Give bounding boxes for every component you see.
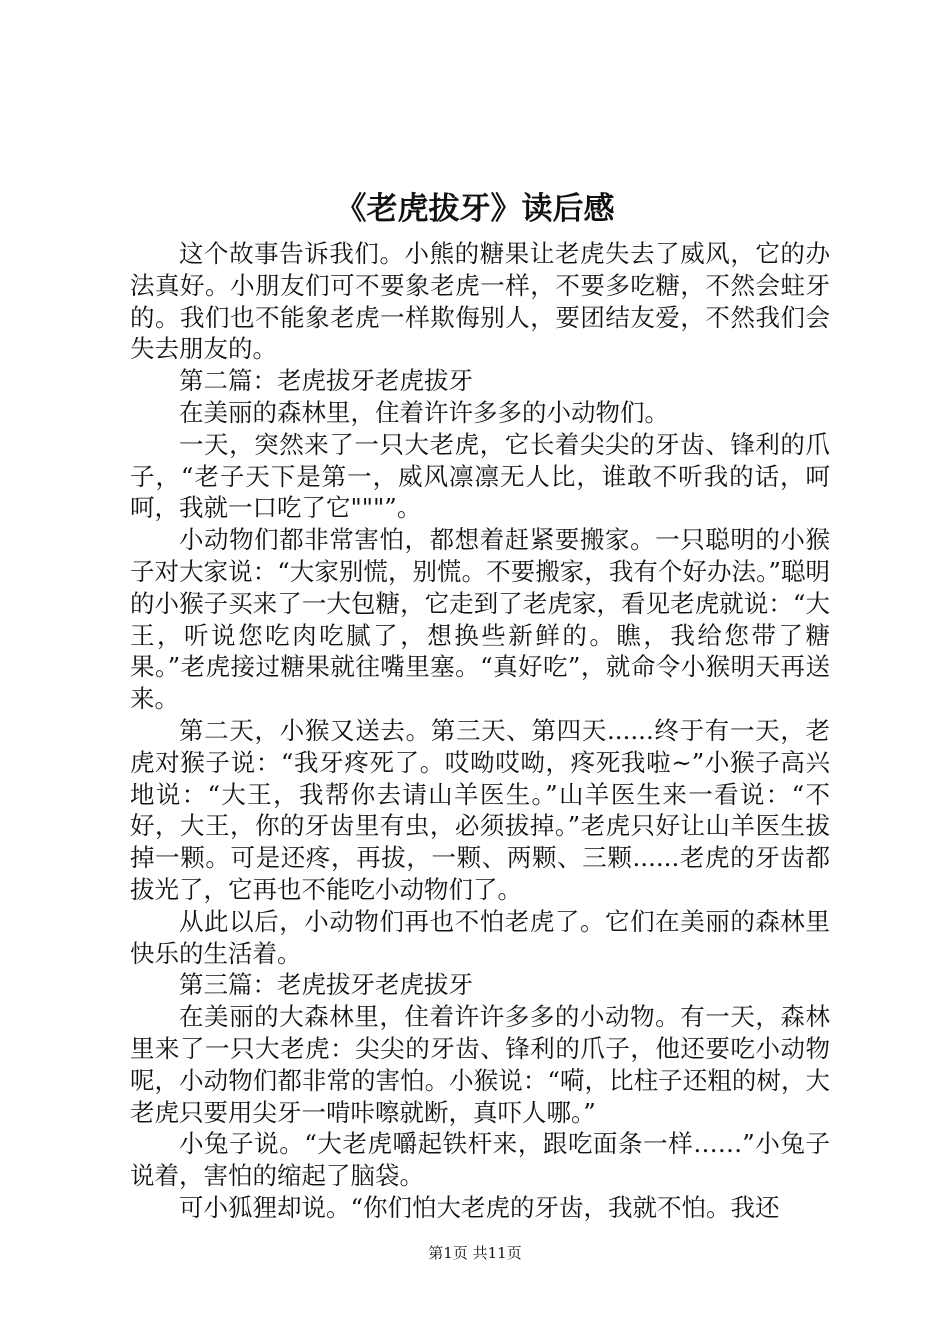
section-heading: 第二篇：老虎拔牙老虎拔牙 <box>179 366 473 396</box>
paragraph: 这个故事告诉我们。小熊的糖果让老虎失去了威风，它的办法真好。小朋友们可不要象老虎一样，不要多吃糖，不然会蛀牙的。我们也不能象老虎一样欺侮别人，要团结友爱，不然我们会失去朋友的。 <box>130 239 830 364</box>
paragraph: 在美丽的大森林里，住着许许多多的小动物。有一天，森林里来了一只大老虎：尖尖的牙齿、锋利的爪子，他还要吃小动物呢，小动物们都非常的害怕。小猴说：“嗬，比柱子还粗的树，大老虎只要用尖牙一啃咔嚓就断，真吓人哪。” <box>130 1002 830 1127</box>
paragraph: 小兔子说。“大老虎嚼起铁杆来，跟吃面条一样……”小兔子说着，害怕的缩起了脑袋。 <box>130 1129 830 1191</box>
document-title: 《老虎拔牙》读后感 <box>335 191 615 227</box>
section-heading: 第三篇：老虎拔牙老虎拔牙 <box>179 970 473 1000</box>
document-body <box>130 238 830 1224</box>
paragraph: 第二天，小猴又送去。第三天、第四天......终于有一天，老虎对猴子说：“我牙疼死了。哎呦哎呦，疼死我啦~”小猴子高兴地说：“大王，我帮你去请山羊医生。”山羊医生来一看说：“不好，大王，你的牙齿里有虫，必须拔掉。”老虎只好让山羊医生拔掉一颗。可是还疼，再拔，一颗、两颗、三颗......老虎的牙齿都拔光了，它再也不能吃小动物们了。 <box>130 715 830 904</box>
paragraph: 在美丽的森林里，住着许许多多的小动物们。 <box>179 397 669 427</box>
page-footer: 第1页 共11页 <box>428 1244 522 1262</box>
paragraph: 一天，突然来了一只大老虎，它长着尖尖的牙齿、锋利的爪子，“老子天下是第一，威风凛凛无人比，谁敢不听我的话，呵呵，我就一口吃了它"""”。 <box>130 429 830 523</box>
paragraph: 从此以后，小动物们再也不怕老虎了。它们在美丽的森林里快乐的生活着。 <box>130 906 830 968</box>
paragraph: 小动物们都非常害怕，都想着赶紧要搬家。一只聪明的小猴子对大家说：“大家别慌，别慌。不要搬家，我有个好办法。”聪明的小猴子买来了一大包糖，它走到了老虎家，看见老虎就说：“大王，听说您吃肉吃腻了，想换些新鲜的。瞧，我给您带了糖果。”老虎接过糖果就往嘴里塞。“真好吃”，就命令小猴明天再送来。 <box>130 525 830 714</box>
paragraph: 可小狐狸却说。“你们怕大老虎的牙齿，我就不怕。我还 <box>179 1192 780 1222</box>
